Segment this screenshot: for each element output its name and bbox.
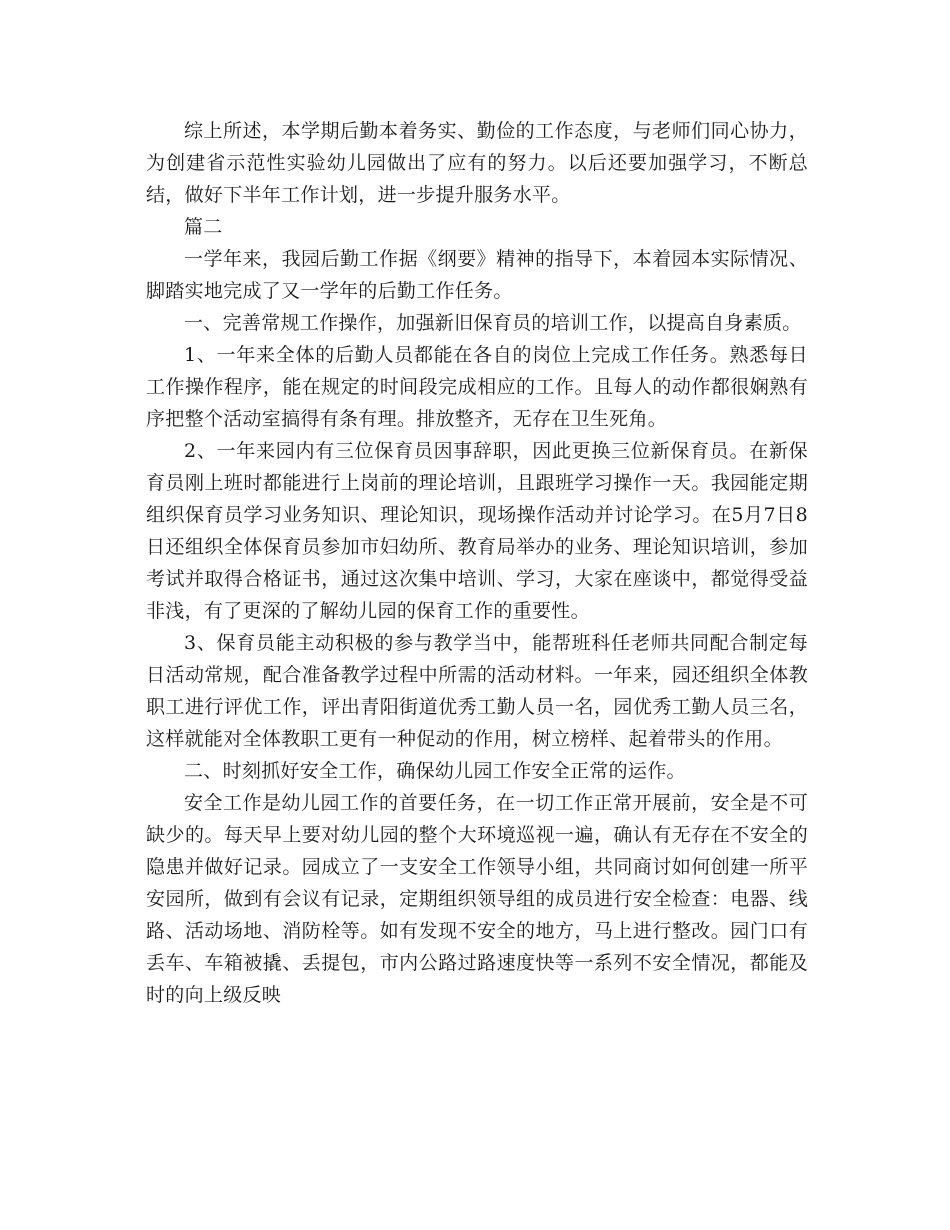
heading-section-two: 二、时刻抓好安全工作，确保幼儿园工作安全正常的运作。 xyxy=(184,760,686,782)
heading-section-one: 一、完善常规工作操作，加强新旧保育员的培训工作，以提高自身素质。 xyxy=(184,312,802,334)
paragraph-summary: 综上所述，本学期后勤本着务实、勤俭的工作态度，与老师们同心协力，为创建省示范性实验幼儿园做出了应有的努力。以后还要加强学习，不断总结，做好下半年工作计划，进一步提升服务水平。 xyxy=(146,120,808,206)
paragraph-intro: 一学年来，我园后勤工作据《纲要》精神的指导下，本着园本实际情况、脚踏实地完成了又一学年的后勤工作任务。 xyxy=(146,248,808,302)
paragraph-safety: 安全工作是幼儿园工作的首要任务，在一切工作正常开展前，安全是不可缺少的。每天早上要对幼儿园的整个大环境巡视一遍，确认有无存在不安全的隐患并做好记录。园成立了一支安全工作领导小组，共同商讨如何创建一所平安园所，做到有会议有记录，定期组织领导组的成员进行安全检查：电器、线路、活动场地、消防栓等。如有发现不安全的地方，马上进行整改。园门口有丢车、车箱被撬、丢提包，市内公路过路速度快等一系列不安全情况，都能及时的向上级反映 xyxy=(146,792,808,1006)
section-heading-part-two: 篇二 xyxy=(184,216,223,238)
paragraph-item-2: 2、一年来园内有三位保育员因事辞职，因此更换三位新保育员。在新保育员刚上班时都能进行上岗前的理论培训，且跟班学习操作一天。我园能定期组织保育员学习业务知识、理论知识，现场操作活动并讨论学习。在5月7日8日还组织全体保育员参加市妇幼所、教育局举办的业务、理论知识培训，参加考试并取得合格证书，通过这次集中培训、学习，大家在座谈中，都觉得受益非浅，有了更深的了解幼儿园的保育工作的重要性。 xyxy=(146,440,808,622)
document-body xyxy=(146,115,808,1011)
paragraph-item-3: 3、保育员能主动积极的参与教学当中，能帮班科任老师共同配合制定每日活动常规，配合准备教学过程中所需的活动材料。一年来，园还组织全体教职工进行评优工作，评出青阳街道优秀工勤人员一名，园优秀工勤人员三名，这样就能对全体教职工更有一种促动的作用，树立榜样、起着带头的作用。 xyxy=(146,632,808,750)
paragraph-item-1: 1、一年来全体的后勤人员都能在各自的岗位上完成工作任务。熟悉每日工作操作程序，能在规定的时间段完成相应的工作。且每人的动作都很娴熟有序把整个活动室搞得有条有理。排放整齐，无存在卫生死角。 xyxy=(146,344,808,430)
